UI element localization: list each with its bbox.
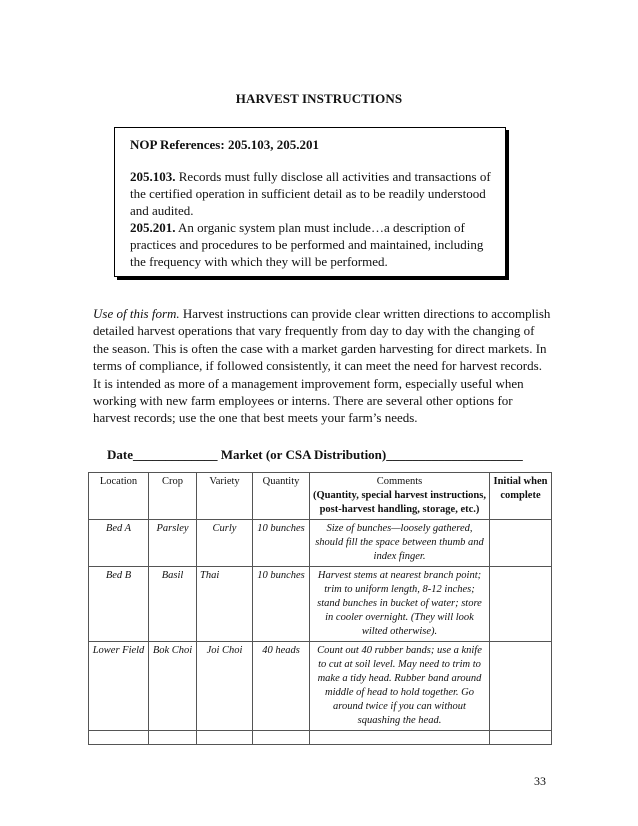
reference-text: Records must fully disclose all activities and transactions of the certified operation in sufficient detail as to be readily understood and audited. xyxy=(130,169,491,218)
cell-comments: Harvest stems at nearest branch point; trim to uniform length, 8-12 inches; stand bunches in bucket of water; store in cooler overnight. (They will look wilted otherwise). xyxy=(310,567,490,642)
header-crop: Crop xyxy=(149,473,197,520)
cell-quantity: 40 heads xyxy=(253,642,310,731)
reference-code: 205.103. xyxy=(130,169,176,184)
intro-paragraph xyxy=(93,305,553,427)
cell-location: Bed A xyxy=(89,520,149,567)
header-comments xyxy=(310,473,490,520)
reference-text: An organic system plan must include…a description of practices and procedures to be performed and maintained, including the frequency with which they will be performed. xyxy=(130,220,484,269)
cell-empty[interactable] xyxy=(310,731,490,745)
cell-empty[interactable] xyxy=(149,731,197,745)
nop-references-box xyxy=(114,127,506,277)
cell-empty[interactable] xyxy=(253,731,310,745)
cell-variety: Joi Choi xyxy=(197,642,253,731)
table-row xyxy=(89,642,552,731)
cell-comments: Count out 40 rubber bands; use a knife to cut at soil level. May need to trim to make a tidy head. Rubber band around middle of head to hold together. Go around twice if you can without squashing the head. xyxy=(310,642,490,731)
cell-initial[interactable] xyxy=(490,520,552,567)
cell-quantity: 10 bunches xyxy=(253,520,310,567)
cell-crop: Parsley xyxy=(149,520,197,567)
header-quantity: Quantity xyxy=(253,473,310,520)
cell-variety: Curly xyxy=(197,520,253,567)
cell-empty[interactable] xyxy=(490,731,552,745)
cell-crop: Bok Choi xyxy=(149,642,197,731)
header-initial: Initial when complete xyxy=(490,473,552,520)
cell-initial[interactable] xyxy=(490,567,552,642)
date-market-line: Date_____________ Market (or CSA Distribution)_____________________ xyxy=(107,447,523,462)
page-number: 33 xyxy=(534,774,546,788)
table-row xyxy=(89,567,552,642)
cell-crop: Basil xyxy=(149,567,197,642)
cell-quantity: 10 bunches xyxy=(253,567,310,642)
cell-initial[interactable] xyxy=(490,642,552,731)
reference-code: 205.201. xyxy=(130,220,176,235)
page-title: HARVEST INSTRUCTIONS xyxy=(235,91,403,106)
intro-lead: Use of this form. xyxy=(93,306,180,321)
reference-205-103 xyxy=(130,168,495,219)
header-comments-sub: (Quantity, special harvest instructions, post-harvest handling, storage, etc.) xyxy=(313,490,486,515)
intro-text: Harvest instructions can provide clear written directions to accomplish detailed harvest operations that vary frequently from day to day with the changing of the season. This is often the case with a market garden harvesting for direct markets. In terms of compliance, if followed consistently, it can meet the need for harvest records. It is intended as more of a management improvement form, especially useful when working with new farm employees or interns. There are several other options for harvest records; use the one that best meets your farm’s needs. xyxy=(93,306,551,426)
table-header-row xyxy=(89,473,552,520)
header-location: Location xyxy=(89,473,149,520)
cell-empty[interactable] xyxy=(89,731,149,745)
header-comments-title: Comments xyxy=(376,476,423,487)
cell-empty[interactable] xyxy=(197,731,253,745)
table-row xyxy=(89,520,552,567)
harvest-table xyxy=(88,472,552,745)
cell-location: Bed B xyxy=(89,567,149,642)
header-variety: Variety xyxy=(197,473,253,520)
cell-comments: Size of bunches—loosely gathered, should fill the space between thumb and index finger. xyxy=(310,520,490,567)
references-heading: NOP References: 205.103, 205.201 xyxy=(130,137,319,152)
cell-variety: Thai xyxy=(197,567,253,642)
cell-location: Lower Field xyxy=(89,642,149,731)
table-row-empty xyxy=(89,731,552,745)
reference-205-201 xyxy=(130,219,495,270)
